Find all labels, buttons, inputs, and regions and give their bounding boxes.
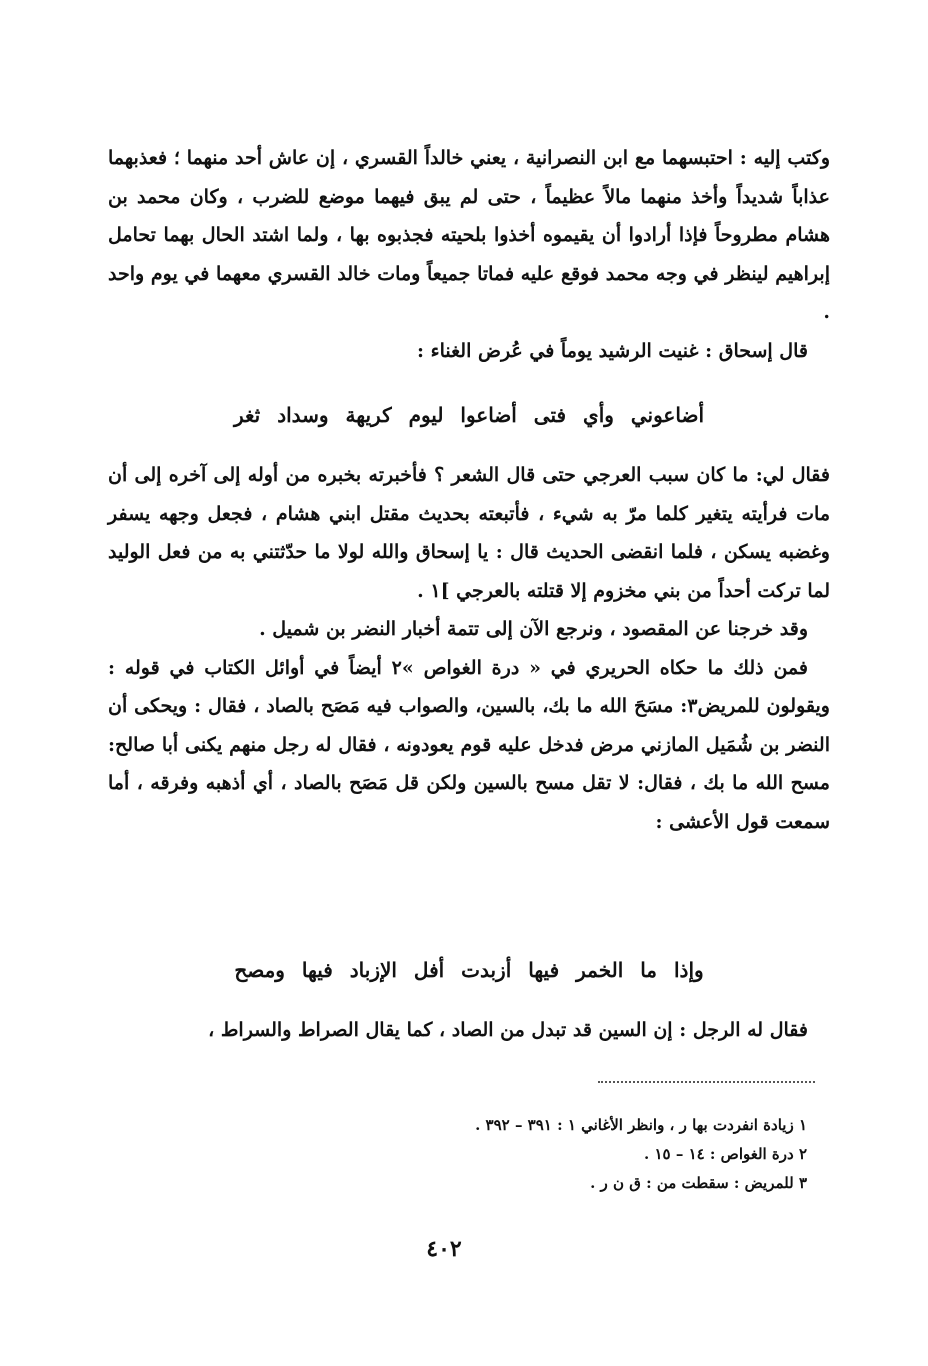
paragraph: فمن ذلك ما حكاه الحريري في « درة الغواص »٢ أيضاً في أوائل الكتاب في قوله : ويقولون للمريض٣: مسَحَ الله ما بك، بالسين، والصواب فيه مَصَح بالصاد ، فقال : ويحكى أن النضر بن شُمَيل المازني مرض فدخل عليه قوم يعودونه ، فقال له رجل منهم يكنى أبا صالح: مسح الله ما بك ، فقال: لا تقل مسح بالسين ولكن قل مَصَح بالصاد ، أي أذهبه وفرقه ، أما سمعت قول الأعشى : (108, 656, 830, 833)
verse-line: وإذا ما الخمر فيها أزبدت أفل الإزباد فيها ومصح (234, 958, 704, 982)
text-block-bottom (108, 1011, 830, 1050)
page-number: ٤٠٢ (426, 1236, 462, 1262)
verse-line: أضاعوني وأي فتى أضاعوا ليوم كريهة وسداد ثغر (234, 403, 704, 427)
footnotes (300, 1111, 807, 1198)
paragraph: قال إسحاق : غنيت الرشيد يوماً في عُرض الغناء : (417, 339, 808, 362)
paragraph: وقد خرجنا عن المقصود ، ونرجع الآن إلى تتمة أخبار النضر بن شميل . (259, 618, 808, 640)
text-block-middle (108, 456, 830, 841)
footnote: ٢ درة الغواص : ١٤ – ١٥ . (644, 1145, 807, 1163)
paragraph: فقال لي: ما كان سبب العرجي حتى قال الشعر ؟ فأخبرته بخبره من أوله إلى آخره إلى أن مات فرأيته يتغير كلما مرّ به شيء ، فأتبعته بحديث مقتل ابني هشام ، فجعل وجهه يسفر وغضبه يسكن ، فلما انقضى الحديث قال : يا إسحاق والله لولا ما حدّثتني به من فعل الوليد لما تركت أحداً من بني مخزوم إلا قتلته بالعرجي ]١ . (108, 464, 830, 602)
text-block-top (108, 139, 830, 370)
paragraph: وكتب إليه : احتبسهما مع ابن النصرانية ، يعني خالداً القسري ، إن عاش أحد منهما ؛ فعذبهما عذاباً شديداً وأخذ منهما مالاً عظيماً ، حتى لم يبق فيهما موضع للضرب ، وكان محمد بن هشام مطروحاً فإذا أرادوا أن يقيموه أخذوا بلحيته فجذبوه بها ، ولما اشتد الحال بهما تحامل إبراهيم لينظر في وجه محمد فوقع عليه فماتا جميعاً ومات خالد القسري معهما في يوم واحد . (108, 147, 830, 323)
paragraph: فقال له الرجل : إن السين قد تبدل من الصاد ، كما يقال الصراط والسراط ، (208, 1019, 808, 1041)
footnote: ٣ للمريض : سقطت من : ق ن ر . (590, 1174, 807, 1192)
footnote-separator (598, 1081, 815, 1083)
footnote: ١ زيادة انفردت بها ر ، وانظر الأغاني ١ : ٣٩١ – ٣٩٢ . (475, 1116, 807, 1134)
